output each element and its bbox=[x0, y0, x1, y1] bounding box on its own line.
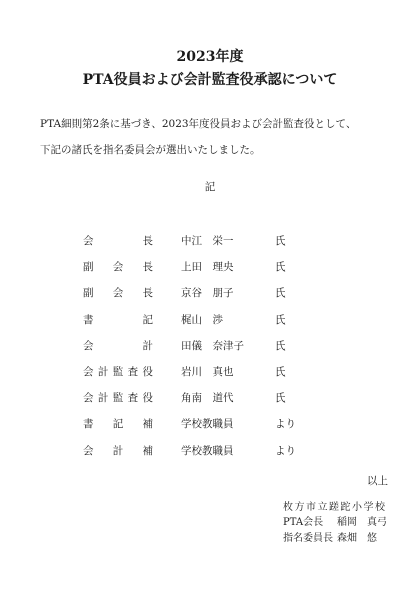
roster-role-char: 会 bbox=[83, 445, 94, 457]
roster-name: 角南 道代 bbox=[181, 392, 234, 404]
roster-name: 学校教職員 bbox=[181, 445, 234, 457]
roster-role-char: 記 bbox=[112, 418, 124, 430]
signature-pta-name: 稲岡 真弓 bbox=[337, 517, 387, 528]
roster-role-char: 監 bbox=[112, 366, 124, 378]
roster-role-char: 役 bbox=[142, 366, 153, 378]
roster-suffix: 氏 bbox=[275, 235, 286, 247]
roster-suffix: より bbox=[275, 445, 296, 457]
roster-role-char: 計 bbox=[112, 445, 124, 457]
roster-role bbox=[83, 233, 153, 248]
roster-suffix: より bbox=[275, 418, 296, 430]
roster-name: 中江 栄一 bbox=[181, 235, 234, 247]
signature-school: 枚方市立蹉跎小学校 bbox=[283, 502, 387, 513]
roster-role-char: 長 bbox=[142, 235, 153, 247]
roster-name: 学校教職員 bbox=[181, 418, 234, 430]
signature-committee-role: 指名委員長 bbox=[283, 533, 333, 544]
roster-role-char: 補 bbox=[142, 418, 153, 430]
roster-suffix: 氏 bbox=[275, 366, 286, 378]
roster-role-char: 査 bbox=[127, 366, 139, 378]
roster-role-char: 長 bbox=[142, 287, 153, 299]
intro-line-2: 下記の諸氏を指名委員会が選出いたしました。 bbox=[40, 144, 261, 156]
roster-role-char: 監 bbox=[112, 392, 124, 404]
ki-heading: 記 bbox=[204, 181, 216, 193]
roster-role bbox=[83, 416, 153, 431]
roster-role-char: 計 bbox=[97, 392, 109, 404]
roster-role-char: 書 bbox=[83, 418, 94, 430]
roster-name: 梶山 渉 bbox=[181, 314, 223, 326]
roster-role-char: 計 bbox=[142, 340, 153, 352]
roster-role-char: 査 bbox=[127, 392, 139, 404]
signature-pta-role: PTA会長 bbox=[283, 517, 324, 528]
roster-role-char: 会 bbox=[83, 340, 94, 352]
roster-suffix: 氏 bbox=[275, 340, 286, 352]
roster-role bbox=[83, 312, 153, 327]
roster-role bbox=[83, 259, 153, 274]
roster-role-char: 副 bbox=[83, 287, 94, 299]
document-year-title: 2023年度 bbox=[176, 49, 244, 65]
roster-role bbox=[83, 338, 153, 353]
signature-committee-name: 森畑 悠 bbox=[337, 533, 377, 544]
roster-role-char: 会 bbox=[112, 287, 124, 299]
roster-suffix: 氏 bbox=[275, 392, 286, 404]
closing-ijou: 以上 bbox=[367, 475, 388, 487]
roster-role-char: 副 bbox=[83, 261, 94, 273]
roster-name: 京谷 朋子 bbox=[181, 287, 234, 299]
document-main-title: PTA役員および会計監査役承認について bbox=[82, 72, 338, 88]
roster-role-char: 長 bbox=[142, 261, 153, 273]
roster-role-char: 計 bbox=[97, 366, 109, 378]
roster-suffix: 氏 bbox=[275, 287, 286, 299]
roster-name: 田儀 奈津子 bbox=[181, 340, 244, 352]
roster-role bbox=[83, 443, 153, 458]
roster-name: 上田 理央 bbox=[181, 261, 234, 273]
roster-name: 岩川 真也 bbox=[181, 366, 234, 378]
roster-role-char: 書 bbox=[83, 314, 94, 326]
roster-role bbox=[83, 364, 153, 379]
roster-role-char: 会 bbox=[83, 235, 94, 247]
roster-role-char: 会 bbox=[112, 261, 124, 273]
roster-role-char: 記 bbox=[142, 314, 153, 326]
roster-suffix: 氏 bbox=[275, 261, 286, 273]
roster-role-char: 会 bbox=[83, 392, 94, 404]
roster-role-char: 役 bbox=[142, 392, 153, 404]
roster-role bbox=[83, 390, 153, 405]
intro-line-1: PTA細則第2条に基づき、2023年度役員および会計監査役として、 bbox=[40, 118, 357, 130]
roster-role bbox=[83, 285, 153, 300]
roster-role-char: 補 bbox=[142, 445, 153, 457]
roster-suffix: 氏 bbox=[275, 314, 286, 326]
roster-role-char: 会 bbox=[83, 366, 94, 378]
